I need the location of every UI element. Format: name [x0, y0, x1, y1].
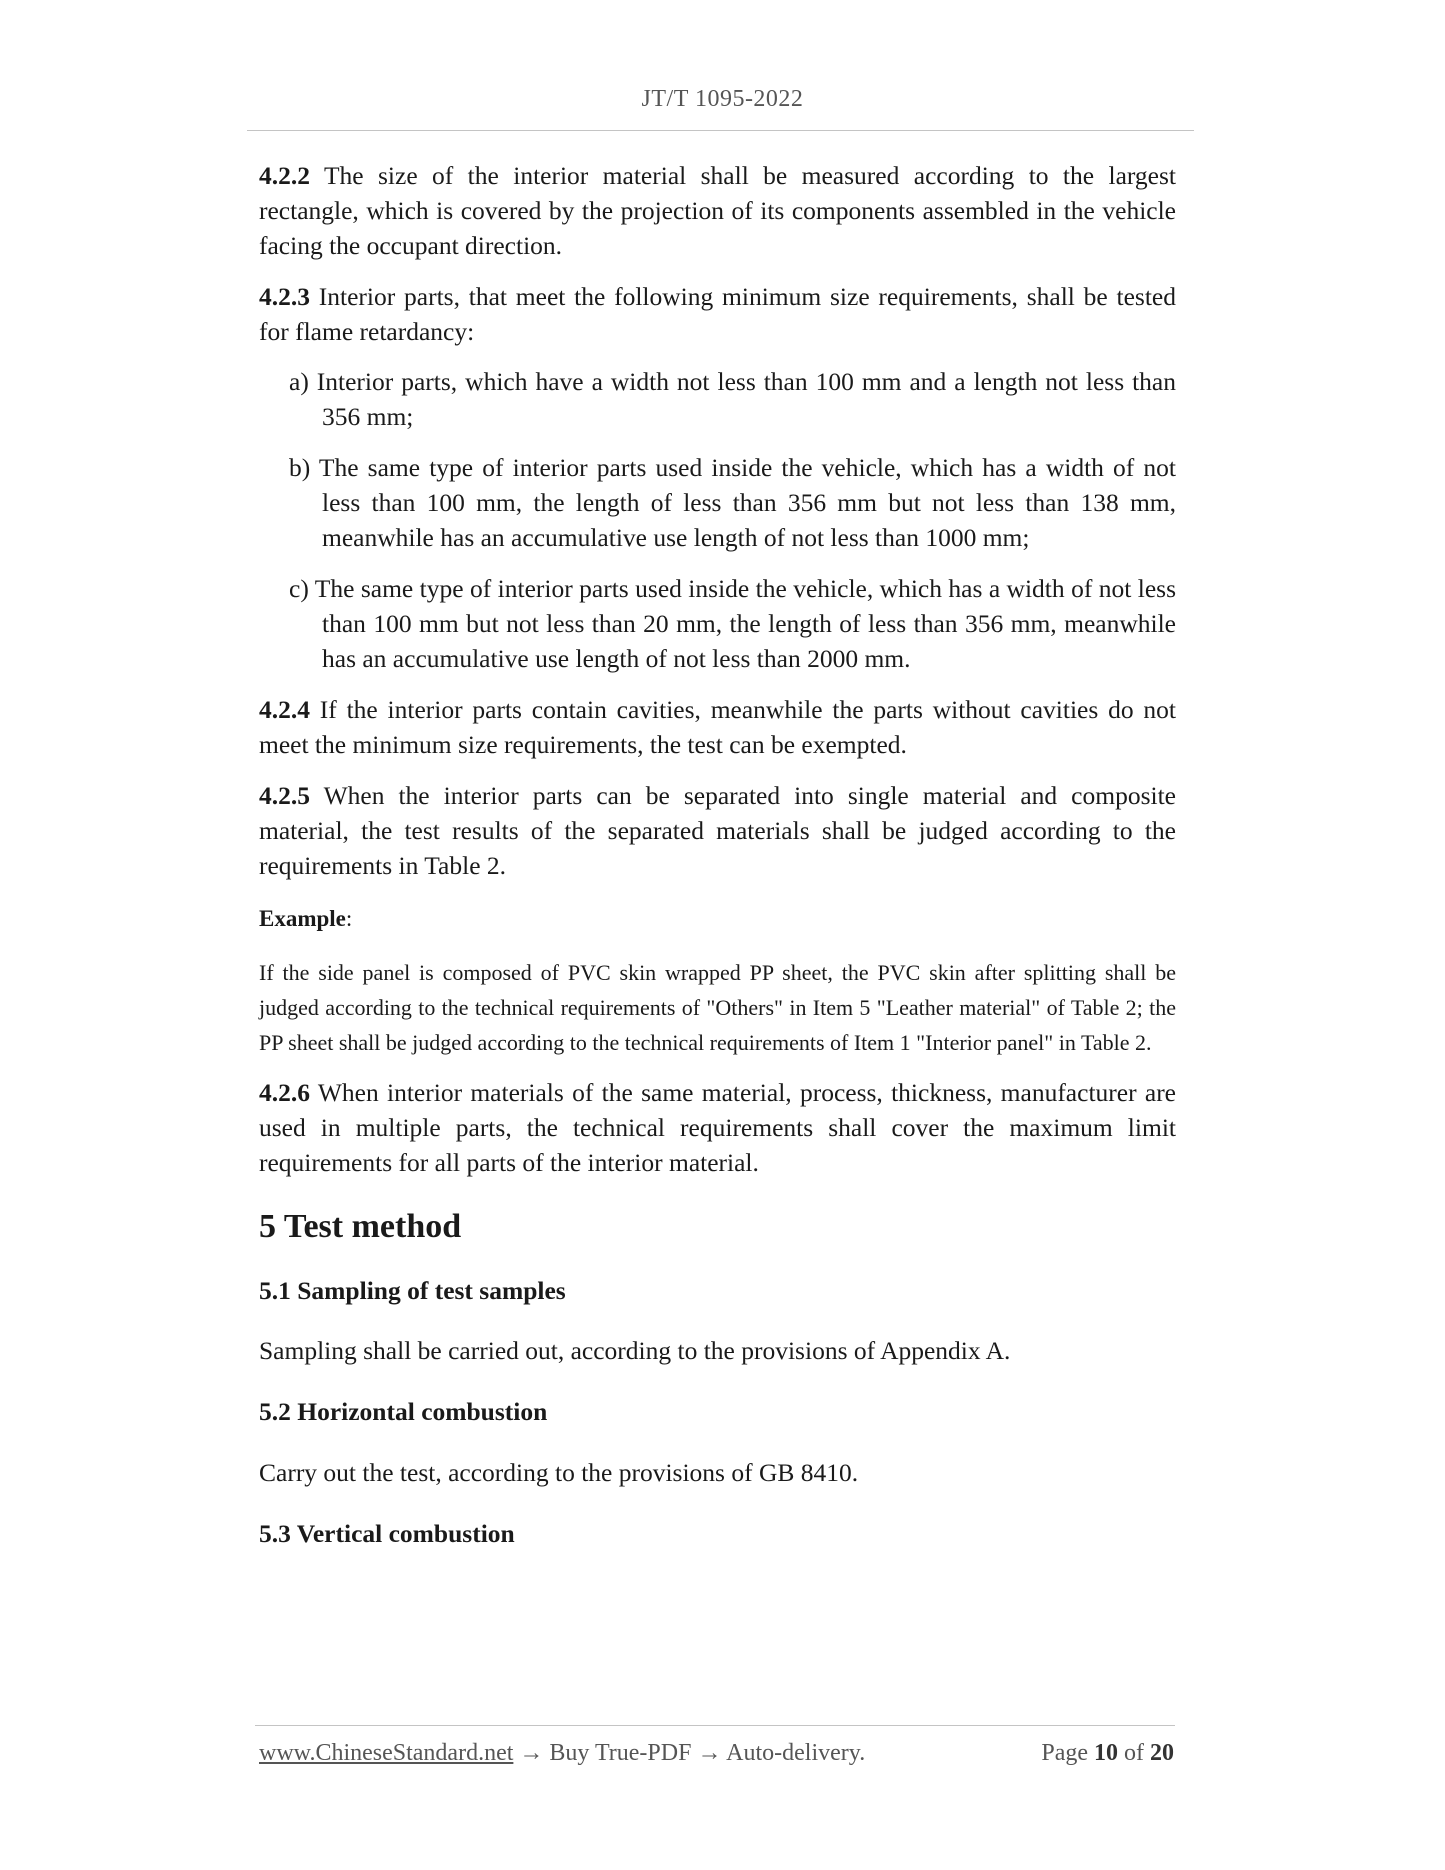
page-label: Page — [1041, 1740, 1094, 1766]
footer-promo — [259, 1740, 865, 1767]
clause-4-2-2 — [259, 158, 1176, 263]
clause-text: If the interior parts contain cavities, meanwhile the parts without cavities do not meet the minimum size requirements, the test can be exempted. — [259, 695, 1176, 759]
subsection-heading: 5.1 Sampling of test samples — [259, 1276, 566, 1305]
page-total: 20 — [1150, 1740, 1174, 1766]
arrow-icon: → — [513, 1740, 550, 1766]
page-indicator — [1041, 1740, 1174, 1767]
clause-4-2-4 — [259, 692, 1176, 762]
clause-4-2-3 — [259, 279, 1176, 349]
example-label-text: Example — [259, 906, 346, 931]
clause-4-2-5 — [259, 778, 1176, 883]
subsection-heading: 5.3 Vertical combustion — [259, 1519, 515, 1548]
footer-divider — [255, 1725, 1175, 1726]
clause-number: 4.2.4 — [259, 695, 310, 724]
clause-number: 4.2.6 — [259, 1078, 310, 1107]
page-of-label: of — [1118, 1740, 1150, 1766]
clause-4-2-6 — [259, 1075, 1176, 1180]
page-number: 10 — [1094, 1740, 1118, 1766]
clause-text: When interior materials of the same material, process, thickness, manufacturer are used in multiple parts, the technical requirements shall cover the maximum limit requirements for all parts of the interior material. — [259, 1078, 1176, 1177]
section-heading: 5 Test method — [259, 1208, 462, 1245]
example-label-colon: : — [345, 906, 353, 931]
list-item: c) The same type of interior parts used inside the vehicle, which has a width of not less than 100 mm but not less than 20 mm, the length of less than 356 mm, meanwhile has an accumulative use length of not less than 2000 mm. — [289, 574, 1176, 673]
clause-number: 4.2.3 — [259, 282, 310, 311]
subsection-text: Carry out the test, according to the provisions of GB 8410. — [259, 1458, 859, 1487]
clause-number: 4.2.5 — [259, 781, 310, 810]
document-number-header: JT/T 1095-2022 — [641, 86, 804, 112]
subsection-text: Sampling shall be carried out, according to the provisions of Appendix A. — [259, 1336, 1011, 1365]
clause-text: When the interior parts can be separated into single material and composite material, the test results of the separated materials shall be judged according to the requirements in Table 2. — [259, 781, 1176, 880]
example-label — [259, 903, 1176, 935]
clause-text: Interior parts, that meet the following minimum size requirements, shall be tested for flame retardancy: — [259, 282, 1176, 346]
list-item: a) Interior parts, which have a width not less than 100 mm and a length not less than 356 mm; — [289, 367, 1176, 431]
list-item: b) The same type of interior parts used inside the vehicle, which has a width of not less than 100 mm, the length of less than 356 mm but not less than 138 mm, meanwhile has an accumulative use length of not less than 1000 mm; — [289, 453, 1176, 552]
header-divider — [247, 130, 1194, 131]
example-text: If the side panel is composed of PVC skin wrapped PP sheet, the PVC skin after splitting shall be judged according to the technical requirements of "Others" in Item 5 "Leather material" of Table 2; the PP sheet shall be judged according to the technical requirements of Item 1 "Interior panel" in Table 2. — [259, 960, 1176, 1055]
subsection-heading: 5.2 Horizontal combustion — [259, 1397, 548, 1426]
page-content — [259, 158, 1176, 1551]
website-link[interactable]: www.ChineseStandard.net — [259, 1740, 514, 1766]
arrow-icon: → — [691, 1740, 727, 1766]
clause-text: The size of the interior material shall be measured according to the largest rectangle, which is covered by the projection of its components assembled in the vehicle facing the occupant direction. — [259, 161, 1176, 260]
clause-number: 4.2.2 — [259, 161, 310, 190]
auto-delivery-text: Auto-delivery. — [726, 1740, 866, 1766]
buy-pdf-text: Buy True-PDF — [549, 1740, 692, 1766]
